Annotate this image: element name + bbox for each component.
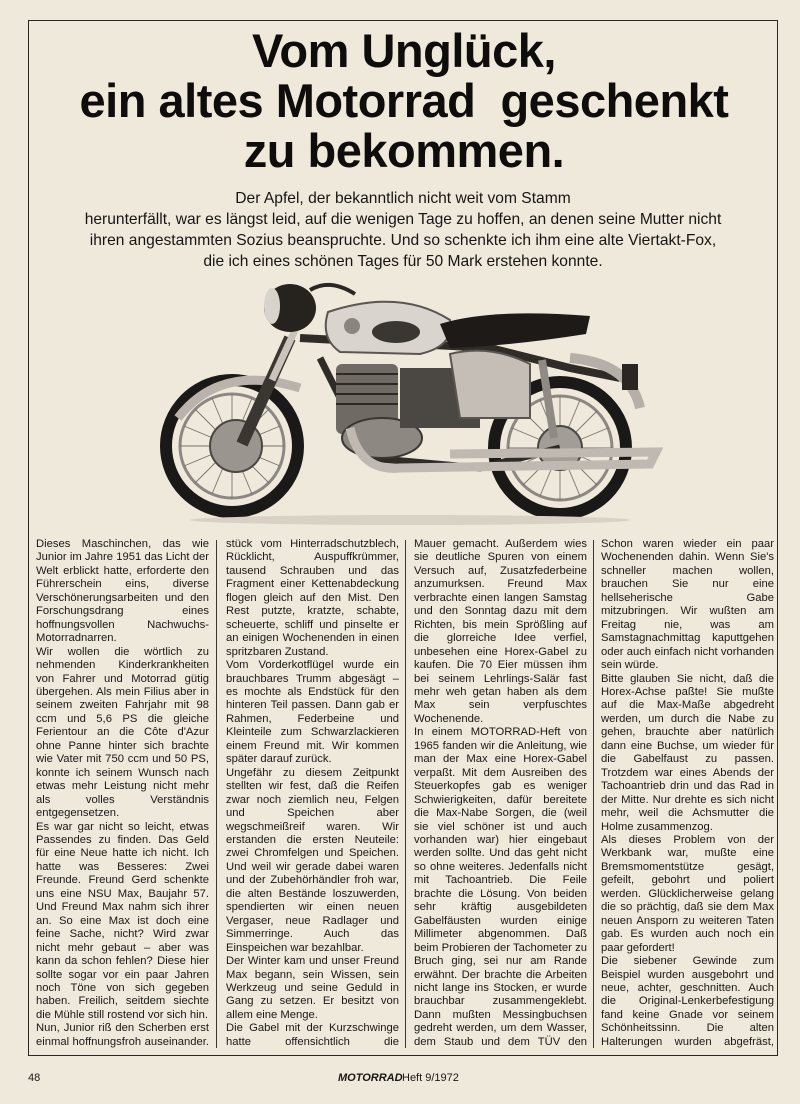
column-divider — [216, 540, 217, 1048]
page-number: 48 — [28, 1072, 41, 1084]
paragraph: Die Gabel mit der Kurzschwinge hatte offensichtlich die — [226, 1022, 399, 1048]
text-column-1 — [36, 538, 209, 1050]
headline-line: ein altes Motorrad geschenkt — [79, 74, 729, 127]
motorcycle-photo — [150, 268, 670, 530]
text-column-4 — [601, 538, 774, 1050]
paragraph: Ungefähr zu diesem Zeitpunkt stellten wir fest, daß die Reifen zwar noch ziemlich neu, Felgen und Speichen aber wegschmeißreif waren. Wir erstanden die ersten Neuteile: zwei Chromfelgen und Speichen. Und weil wir gerade dabei waren und der Zubehörhändler froh war, die alten Bestände loszuwerden, spendierten wir einen neuen Vergaser, neue Radlager und Simmerringe. Auch das Einspeichen war bezahlbar. — [226, 766, 399, 954]
lead-line: herunterfällt, war es längst leid, auf die wenigen Tage zu hoffen, an denen seine Mutter nicht — [84, 211, 722, 228]
paragraph: stück vom Hinterradschutzblech, Rücklicht, Auspuffkrümmer, tausend Schrauben und das Fragment einer Kettenabdeckung flogen gleich auf den Mist. Den Rest putzte, kratzte, schabte, scheuerte, schliff und pinselte er an einigen Wochenenden in einen spritzbaren Zustand. — [226, 538, 399, 658]
headline-line: zu bekommen. — [243, 124, 565, 177]
paragraph: In einem MOTORRAD-Heft von 1965 fanden wir die Anleitung, wie man der Max eine Horex-Gabel verpaßt. Mit dem Ausreiben des Steuerkopfes gab es weniger Schwierigkeiten, dafür bereitete die Max-Nabe Sorgen, die (weil sie viel schöner ist und auch vorhanden war) hier eingebaut werden sollte. Und das geht nicht so ohne weiteres. Jedenfalls nicht mit Tachoantrieb. Die Feile brachte die Lösung. Von beiden sehr kräftig ausgebildeten Gabelfäusten wurden einige Millimeter abgenommen. Daß beim Probieren der Tachometer zu Bruch ging, sei nur am Rande erwähnt. Der brachte die Arbeiten nicht lange ins Stocken, er wurde brauchbar zusammengeklebt. Dann mußten Messingbuchsen gedreht werden, um dem Wasser, dem Staub und dem TÜV den — [414, 726, 587, 1048]
column-divider — [593, 540, 594, 1048]
paragraph: Bitte glauben Sie nicht, daß die Horex-Achse paßte! Sie mußte auf die Max-Maße abgedreht werden, um durch die Nabe zu gehen, brauchte aber natürlich dann eine Buchse, um wieder für die Gabelfaust zu passen. Trotzdem war eines Abends der Tachoantrieb drin und das Rad in der Mitte. Nur drehte es sich nicht mehr, weil die Achsmutter die Holme zusammenzog. — [601, 672, 774, 833]
paragraph: Nun, Junior riß den Scherben erst einmal hoffnungsfroh auseinander. — [36, 1022, 209, 1048]
paragraph: Wir wollen die wörtlich zu nehmenden Kinderkrankheiten von Fahrer und Motorrad gütig übergehen. Als mein Filius aber in seinem zweiten Fahrjahr mit 98 ccm und 5,6 PS die gleiche Ferientour an die Côte d'Azur ohne Panne hinter sich brachte wie Vater mit 750 ccm und 50 PS, konnte ich seinem Wunsch nach etwas mehr Leistung nicht mehr als volles Verständnis entgegensetzen. — [36, 645, 209, 820]
lead-line: Der Apfel, der bekanntlich nicht weit vom Stamm — [235, 190, 571, 207]
paragraph: Schon waren wieder ein paar Wochenenden dahin. Wenn Sie's schneller machen wollen, brauchen Sie nur eine hellseherische Gabe mitzubringen. Wir wußten am Freitag nie, was am Samstagnachmittag kaputtgehen oder auch einfach nicht vorhanden sein würde. — [601, 538, 774, 672]
front-wheel — [166, 380, 298, 512]
text-column-3 — [414, 538, 587, 1050]
issue-label: Heft 9/1972 — [402, 1072, 459, 1084]
paragraph: Dieses Maschinchen, das wie Junior im Jahre 1951 das Licht der Welt erblickt hatte, erforderte den Führerschein eins, diverse Verschönerungsarbeiten und den Forschungsdrang eines hoffnungsvollen Nachwuchs-Motorradnarren. — [36, 538, 209, 645]
headline-line: Vom Unglück, — [252, 24, 556, 77]
paragraph: Mauer gemacht. Außerdem wies sie deutliche Spuren von einem Versuch auf, Zusatzfederbeine anzumurksen. Freund Max verbrachte einen langen Samstag und den Sonntag dazu mit dem Richten, bis mein Sprößling auf die glorreiche Idee verfiel, unbesehen eine Horex-Gabel zu kaufen. Die 70 Eier müssen ihm bei seinem Lehrlings-Salär fast mehr weh getan haben als dem Max sein verpfuschtes Wochenende. — [414, 538, 587, 725]
lead-paragraph — [36, 188, 770, 272]
paragraph: Es war gar nicht so leicht, etwas Passendes zu finden. Das Geld für eine Neue hatte ich nicht. Ich hatte was Besseres: Zwei Freunde. Freund Gerd schenkte uns eine NSU Max, Baujahr 57. Und Freund Max nahm sich ihrer an. So eine Max ist doch eine feine Sache, nicht? Wird zwar nicht mehr gebaut – aber was kann da schon fehlen? Diese hier sollte sogar vor ein paar Jahren noch Töne von sich gegeben haben. Freilich, seitdem siechte die Mühle still rostend vor sich hin. — [36, 820, 209, 1021]
text-column-2 — [226, 538, 399, 1050]
paragraph: Vom Vorderkotflügel wurde ein brauchbares Trumm abgesägt – es mochte als Endstück für den hinteren Teil passen. Dann gab er Rahmen, Federbeine und Kleinteile zum Schwarzlackieren einem Freund mit. Wir kommen später darauf zurück. — [226, 659, 399, 766]
lead-line: ihren angestammten Sozius beanspruchte. Und so schenkte ich ihm eine alte Viertakt-Fox, — [89, 232, 717, 249]
paragraph: Der Winter kam und unser Freund Max begann, sein Wissen, sein Werkzeug und seine Geduld in Gang zu setzen. Er besitzt von allem eine Menge. — [226, 955, 399, 1021]
headline — [30, 26, 778, 176]
paragraph: Als dieses Problem von der Werkbank war, mußte eine Bremsmomentstütze gesägt, gefeilt, gebohrt und poliert werden. Glücklicherweise gelang die so prächtig, daß sie dem Max neuen Ansporn zu weiteren Taten gab. Es wurden auch noch ein paar gefordert! — [601, 833, 774, 954]
magazine-name: MOTORRAD — [338, 1072, 403, 1084]
paragraph: Die siebener Gewinde zum Beispiel wurden ausgebohrt und neue, achter, geschnitten. Auch die Original-Lenkerbefestigung fand keine Gnade vor seinem Schönheitssinn. Die alten Halterungen wurden abgefräst, — [601, 955, 774, 1048]
column-divider — [405, 540, 406, 1048]
lead-line: die ich eines schönen Tages für 50 Mark erstehen konnte. — [203, 253, 603, 270]
